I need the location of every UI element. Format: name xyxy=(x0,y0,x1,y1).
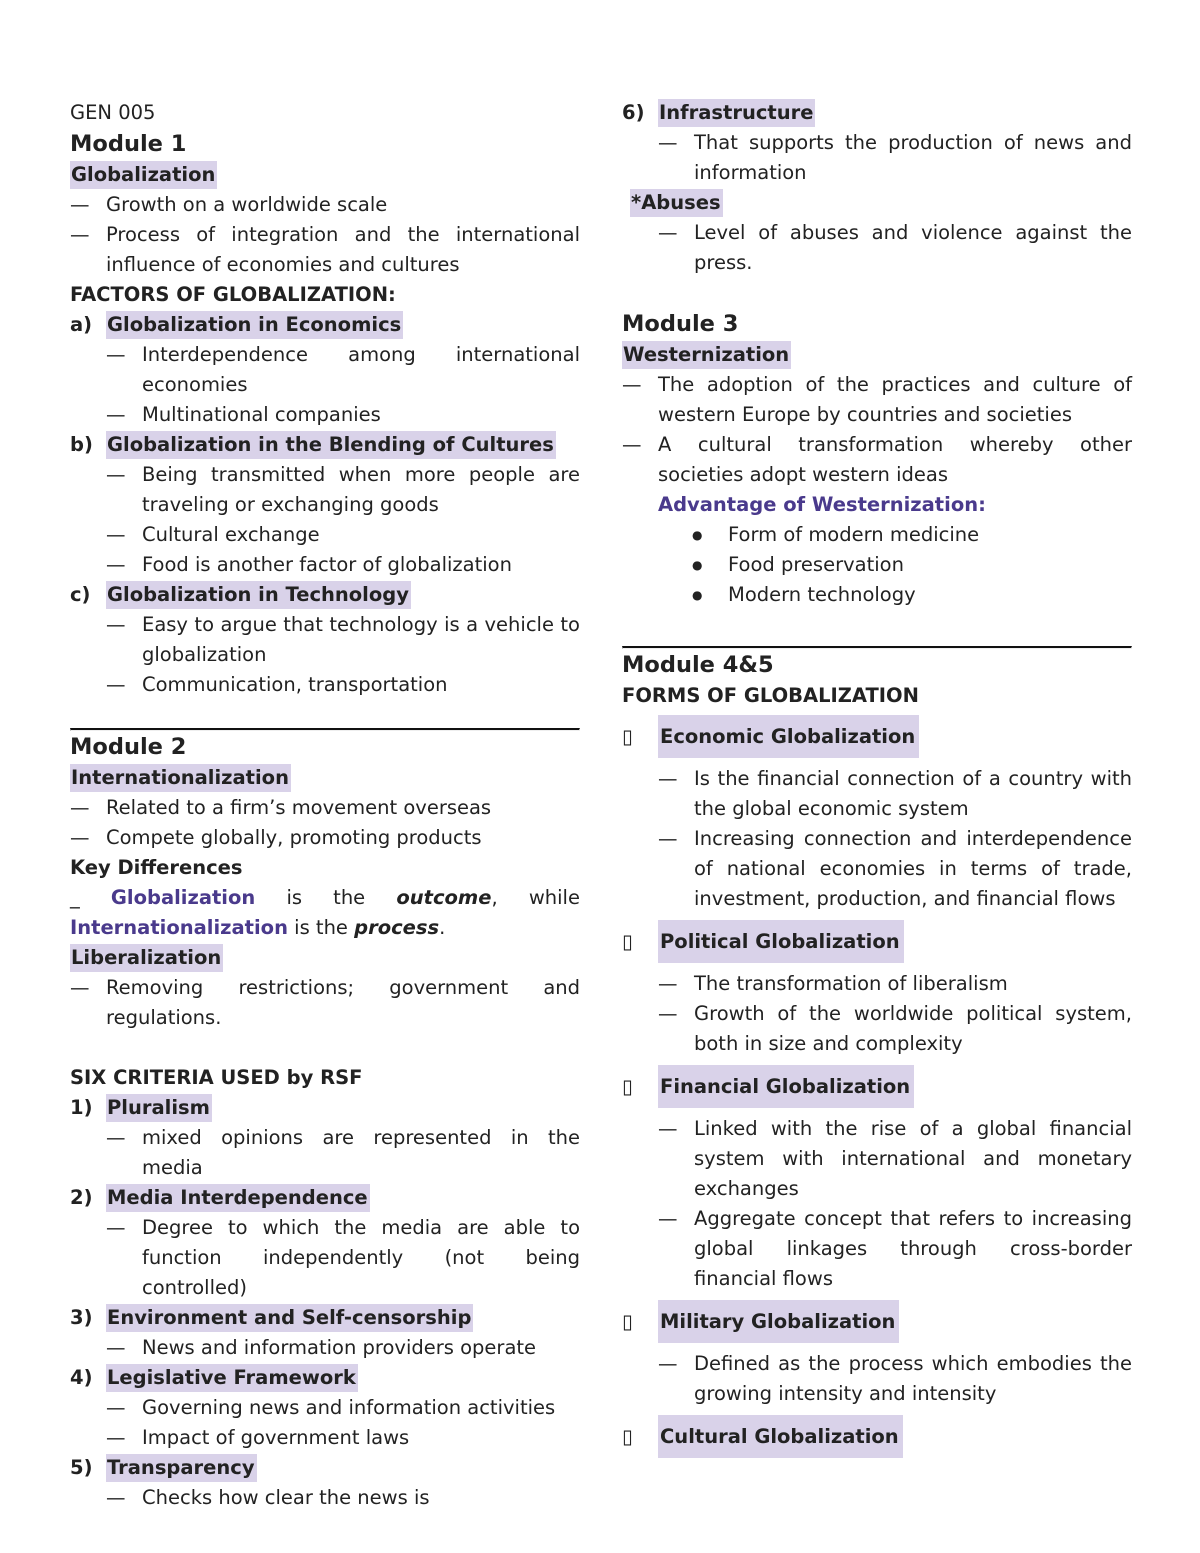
bullet-icon: ● xyxy=(692,558,703,572)
definition-item: — The adoption of the practices and culture of western Europe by countries and societies xyxy=(622,373,1132,426)
criterion-legislative: 4) Legislative Framework xyxy=(70,1363,580,1393)
box-icon: ▯ xyxy=(622,1310,633,1333)
term-globalization: Globalization xyxy=(70,161,217,189)
term-internationalization: Internationalization xyxy=(70,764,291,792)
forms-heading: FORMS OF GLOBALIZATION xyxy=(622,684,919,707)
criterion-infrastructure: 6) Infrastructure xyxy=(622,98,1132,128)
criterion-environment: 3) Environment and Self-censorship xyxy=(70,1303,580,1333)
bullet-icon: ● xyxy=(692,588,703,602)
criterion-item: — Governing news and information activities xyxy=(106,1396,556,1419)
module-2-title: Module 2 xyxy=(70,734,187,760)
criterion-item: — That supports the production of news and information xyxy=(658,131,1132,184)
module-3-title: Module 3 xyxy=(622,311,739,337)
factor-item: — Easy to argue that technology is a vehicle to globalization xyxy=(106,613,580,666)
factor-economics: a) Globalization in Economics xyxy=(70,310,580,340)
term-westernization: Westernization xyxy=(622,341,791,369)
criterion-transparency: 5) Transparency xyxy=(70,1453,580,1483)
course-code: GEN 005 xyxy=(70,101,156,124)
definition-item: — Process of integration and the international influence of economies and cultures xyxy=(70,223,580,276)
form-item: — Increasing connection and interdependence of national economies in terms of trade, investment, production, and financial flows xyxy=(658,827,1132,910)
form-political: ▯ Political Globalization xyxy=(622,920,1132,963)
criterion-item: — Impact of government laws xyxy=(106,1426,410,1449)
form-item: — Growth of the worldwide political system, both in size and complexity xyxy=(658,1002,1132,1055)
criterion-item: — mixed opinions are represented in the media xyxy=(106,1126,580,1179)
box-icon: ▯ xyxy=(622,930,633,953)
factor-item: — Cultural exchange xyxy=(106,523,320,546)
left-column xyxy=(70,98,580,1513)
factor-item: — Interdependence among international economies xyxy=(106,343,580,396)
form-economic: ▯ Economic Globalization xyxy=(622,715,1132,758)
form-item: — Defined as the process which embodies the growing intensity and intensity xyxy=(658,1352,1132,1405)
key-differences-text-2: Internationalization is the process. xyxy=(70,916,446,939)
key-differences-heading: Key Differences xyxy=(70,856,243,879)
advantage-item: ● Form of modern medicine xyxy=(622,520,1132,550)
form-cultural: ▯ Cultural Globalization xyxy=(622,1415,1132,1458)
key-differences-text: _ Globalization is the outcome, while xyxy=(70,886,580,909)
criterion-item: — Degree to which the media are able to function independently (not being controlled) xyxy=(106,1216,580,1299)
definition-item: — Removing restrictions; government and regulations. xyxy=(70,976,580,1029)
criterion-abuses: *Abuses xyxy=(630,189,723,217)
bullet-icon: ● xyxy=(692,528,703,542)
factor-item: — Communication, transportation xyxy=(106,673,448,696)
box-icon: ▯ xyxy=(622,1425,633,1448)
definition-item: — Compete globally, promoting products xyxy=(70,826,482,849)
module-4-5-title: Module 4&5 xyxy=(622,652,774,678)
factors-heading: FACTORS OF GLOBALIZATION: xyxy=(70,283,396,306)
definition-item: — Growth on a worldwide scale xyxy=(70,193,388,216)
term-liberalization: Liberalization xyxy=(70,944,223,972)
definition-item: — Related to a firm’s movement overseas xyxy=(70,796,492,819)
advantage-item: ● Food preservation xyxy=(622,550,1132,580)
form-item: — Aggregate concept that refers to increasing global linkages through cross-border financial flows xyxy=(658,1207,1132,1290)
advantage-item: ● Modern technology xyxy=(622,580,1132,610)
form-item: — Is the financial connection of a country with the global economic system xyxy=(658,767,1132,820)
form-military: ▯ Military Globalization xyxy=(622,1300,1132,1343)
factor-technology: c) Globalization in Technology xyxy=(70,580,580,610)
criterion-item: — News and information providers operate xyxy=(106,1336,537,1359)
form-financial: ▯ Financial Globalization xyxy=(622,1065,1132,1108)
criterion-pluralism: 1) Pluralism xyxy=(70,1093,580,1123)
box-icon: ▯ xyxy=(622,725,633,748)
advantage-heading: Advantage of Westernization: xyxy=(658,493,986,516)
form-item: — The transformation of liberalism xyxy=(658,972,1008,995)
criterion-media: 2) Media Interdependence xyxy=(70,1183,580,1213)
criterion-item: — Level of abuses and violence against the press. xyxy=(658,221,1132,274)
factor-item: — Multinational companies xyxy=(106,403,381,426)
module-1-title: Module 1 xyxy=(70,131,187,157)
rsf-heading: SIX CRITERIA USED by RSF xyxy=(70,1066,363,1089)
criterion-item: — Checks how clear the news is xyxy=(106,1486,430,1509)
box-icon: ▯ xyxy=(622,1075,633,1098)
definition-item: — A cultural transformation whereby other societies adopt western ideas xyxy=(622,433,1132,486)
factor-item: — Being transmitted when more people are traveling or exchanging goods xyxy=(106,463,580,516)
form-item: — Linked with the rise of a global financial system with international and monetary exchanges xyxy=(658,1117,1132,1200)
factor-item: — Food is another factor of globalization xyxy=(106,553,512,576)
factor-cultures: b) Globalization in the Blending of Cultures xyxy=(70,430,580,460)
right-column xyxy=(622,98,1132,1458)
